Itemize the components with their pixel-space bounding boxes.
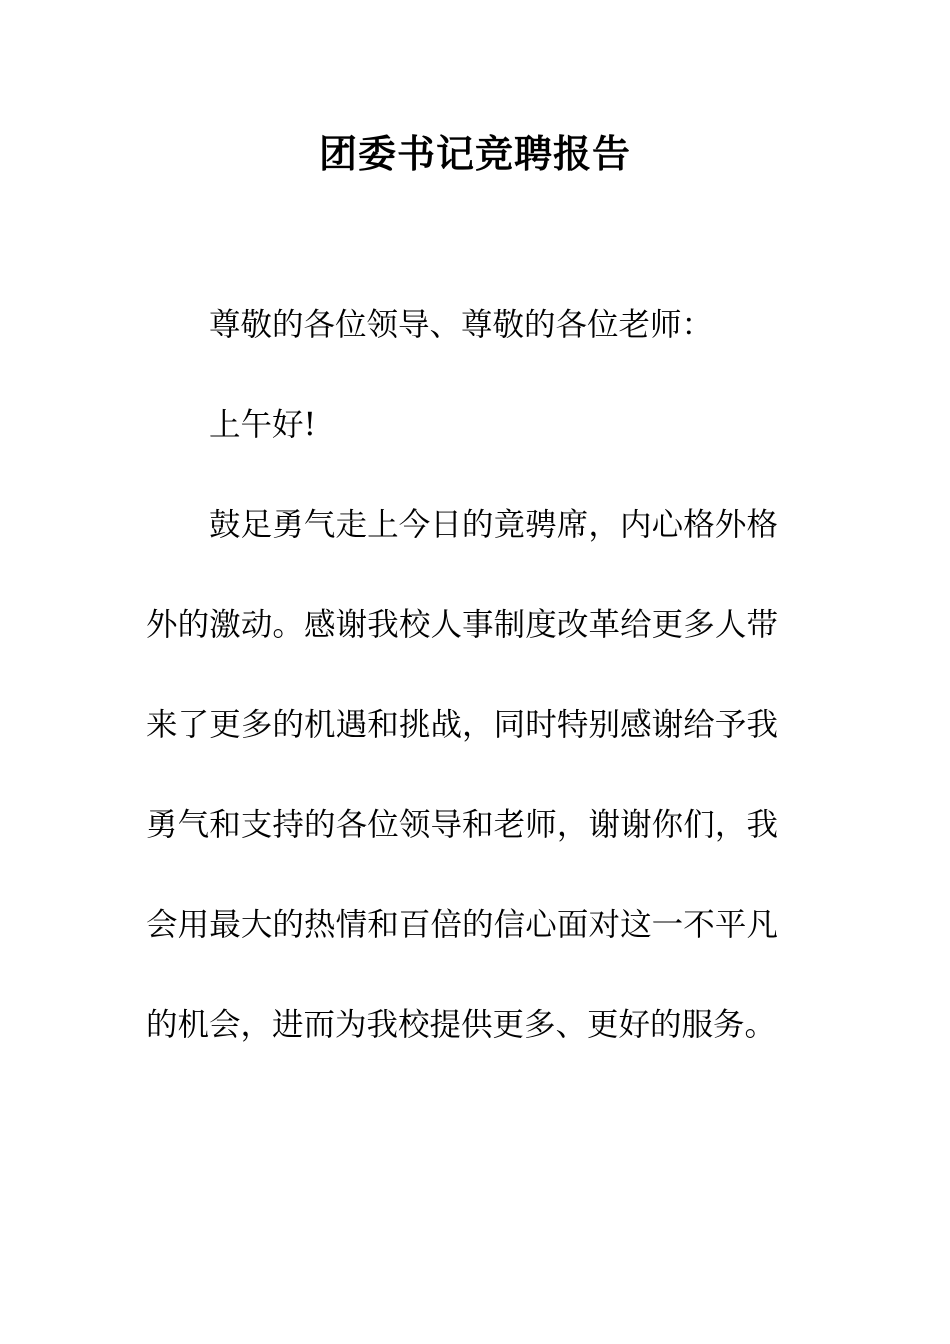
document-body xyxy=(146,300,778,1075)
greeting-paragraph: 尊敬的各位领导、尊敬的各位老师： xyxy=(209,307,714,343)
main-paragraph: 鼓足勇气走上今日的竟骋席，内心格外格外的激动。感谢我校人事制度改革给更多人带来了更多的机遇和挑战，同时特别感谢给予我勇气和支持的各位领导和老师，谢谢你们，我会用最大的热情和百倍的信心面对这一不平凡的机会，进而为我校提供更多、更好的服务。 xyxy=(146,507,778,1043)
document-title: 团委书记竞聘报告 xyxy=(318,131,631,176)
hello-paragraph: 上午好! xyxy=(209,407,317,443)
